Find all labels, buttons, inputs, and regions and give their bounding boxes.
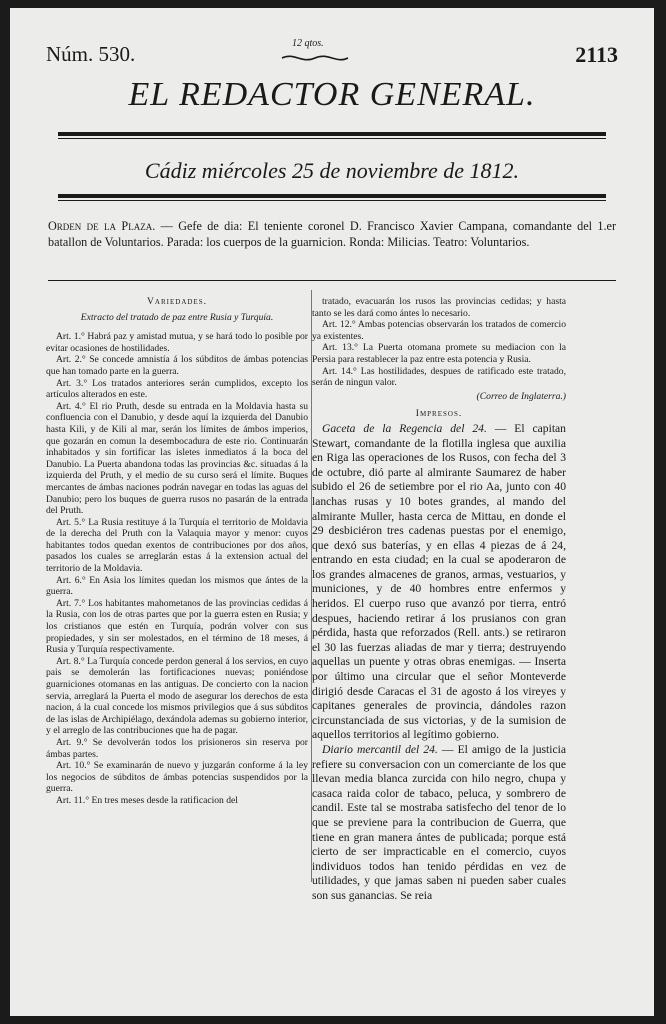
treaty-article: Art. 1.° Habrá paz y amistad mutua, y se hará todo lo posible por evitar ocasiones de hostilidades.: [46, 331, 308, 354]
orden-label: Orden de la Plaza.: [48, 219, 156, 233]
date-rule-thin: [58, 200, 606, 201]
orden-text: — Gefe de dia: El teniente coronel D. Francisco Xavier Campana, comandante del 1.er batallon de Voluntarios. Parada: los cuerpos de la guarnicion. Ronda: Milicias. Teatro: Voluntarios.: [48, 219, 616, 249]
ornament-swash: [280, 52, 350, 64]
treaty-article: Art. 4.° El rio Pruth, desde su entrada en la Moldavia hasta su confluencia con el Danubio, y desde aquí la izquierda del Danubio hasta Kili, y de Kili al mar, serán los límites de ámbos imperios, que gozarán en comun la desembocadura de este rio. Continuarán inhabitados y sin fortificar las isletes inmediatos á la boca del Danubio. La Puerta abandona todas las provincias &c. situadas á la izquierda del Pruth, y el medio de su curso será el límite. Buques mercantes de ámbas naciones podrán navegar en todas las aguas del Danubio; pero los buques de guerra rusos no pasarán de la entrada del Pruth.: [46, 400, 308, 517]
page-number: 2113: [575, 42, 618, 67]
dateline: Cádiz miércoles 25 de noviembre de 1812.: [144, 158, 520, 183]
date-rule-thick: [58, 194, 606, 198]
title-rule-thin: [58, 138, 606, 139]
left-column: [46, 296, 308, 807]
treaty-article: Art. 10.° Se examinarán de nuevo y juzgarán conforme á la ley los negocios de súbditos de ámbas potencias suspendidos por la guerra.: [46, 760, 308, 795]
treaty-article: tratado, evacuarán los rusos las provincias cedidas; y hasta tanto se les dará como ántes lo necesario.: [312, 296, 566, 319]
sheet-note: 12 qtos.: [292, 38, 324, 49]
newspaper-title: EL REDACTOR GENERAL.: [128, 76, 536, 113]
gaceta-lead: Gaceta de la Regencia del 24.: [322, 421, 487, 435]
title-rule-thick: [58, 132, 606, 136]
treaty-article: Art. 12.° Ambas potencias observarán los tratados de comercio ya existentes.: [312, 319, 566, 342]
section-rule: [48, 280, 616, 281]
treaty-article: Art. 5.° La Rusia restituye á la Turquía el territorio de Moldavia de la derecha del Pruth con la Valaquia mayor y menor: cuyos habitantes todos quedan exentos de contribuciones por dos años, pasados los cuales se arreglarán estas á la extension actual del territorio de la Moldavia.: [46, 516, 308, 575]
diario-paragraph: [312, 743, 566, 904]
section-heading-impresos: Impresos.: [415, 408, 463, 420]
orden-de-la-plaza: [48, 218, 616, 250]
diario-lead: Diario mercantil del 24.: [322, 743, 438, 756]
gaceta-text: — El capitan Stewart, comandante de la flotilla inglesa que auxilia en Riga las operaciones de los Rusos, con fecha del 3 de octubre, dió parte al almirante Saumarez de haber subido el 26 de setiembre por el rio Aa, junto con 40 lanchas rusas y 10 botes grandes, al mando del almirante Muller, hasta cerca de Mittau, en donde el 29 desbiciéron tres cadenas puestas por el enemigo, que dexó sus baterías, y en ellas 4 piezas de á 24, entrando en esta ciudad; en la cual se apoderaron de los grandes almacenes de granos, armas, vestuarios, y municiones, y de 40 hombres entre enfermos y heridos. El cuerpo ruso que avanzó por tierra, entró despues, haciendo retirar á los prusianos con gran pérdida, hasta que reforzados (Rell. ants.) se retiraron el 30 las fuerzas aliadas de mar y tierra; destruyendo aquellas un puente y otras obras enemigas. — Inserta por último una circular que el señor Monteverde dirigió desde Caracas el 31 de agosto á los vireyes y capitanes generales de provincia, dándoles razon circunstanciada de sus victorias, y de la sumision de aquellos territorios al legítimo gobierno.: [312, 421, 566, 742]
newspaper-page: [10, 8, 654, 1016]
diario-text: — El amigo de la justicia refiere su conversacion con un comerciante de los que llevan media blanca zurcida con hilo negro, chupa y casaca raida color de tabaco, peluca, y sombrero de candil. Este tal se mostraba satisfecho del tenor de lo que se previene para la contribucion de Guerra, que tiene en gran manera ántes de publicada; porque está cierto de ser impracticable en el comercio, cuyos individuos todos han tenido pérdidas en vez de utilidades, y que jamas saben ni pueden saber cuales son sus ganancias. Se reia: [312, 743, 566, 902]
treaty-article: Art. 7.° Los habitantes mahometanos de las provincias cedidas á la Rusia, con los de otras partes que por la guerra esten en Rusia; y los cristianos que estén en Turquía, podrán volver con sus propiedades, y sin ser molestados, en el término de 18 meses, á Rusia y Turquía respectivamente.: [46, 597, 308, 656]
treaty-article: Art. 13.° La Puerta otomana promete su mediacion con la Persia para restablecer la paz entre esta potencia y Rusia.: [312, 342, 566, 365]
right-column: [312, 296, 566, 904]
article-subtitle: Extracto del tratado de paz entre Rusia y Turquía.: [80, 311, 274, 323]
treaty-article: Art. 9.° Se devolverán todos los prisioneros sin reserva por ámbas partes.: [46, 736, 308, 760]
treaty-article: Art. 11.° En tres meses desde la ratificacion del: [56, 794, 238, 806]
treaty-article: Art. 3.° Los tratados anteriores serán cumplidos, excepto los artículos alterados en este.: [46, 377, 308, 401]
treaty-article: Art. 2.° Se concede amnistía á los súbditos de ámbas potencias que han tomado parte en la guerra.: [46, 354, 308, 377]
gaceta-paragraph: [312, 422, 566, 743]
issue-number: Núm. 530.: [46, 42, 136, 66]
treaty-article: Art. 14.° Las hostilidades, despues de ratificado este tratado, serán de ningun valor.: [312, 365, 566, 389]
treaty-article: Art. 8.° La Turquía concede perdon general á los servios, en cuyo pais se demolerán las fortificaciones nuevas; poniéndose guarniciones otomanas en las antiguas. De concierto con la nacion servia, arreglará la Puerta el modo de asegurar los derechos de esta nacion, á la cual concede los mismos privilegios que á sus súbditos de las islas de Archipiélago, dexándola ademas su gobierno interior, y el arreglo de las contribuciones que ha de pagar.: [46, 655, 308, 737]
source-attribution: (Correo de Inglaterra.): [476, 390, 566, 402]
section-heading-variedades: Variedades.: [147, 296, 207, 307]
treaty-article: Art. 6.° En Asia los límites quedan los mismos que ántes de la guerra.: [46, 574, 308, 598]
masthead-top: [46, 38, 618, 70]
